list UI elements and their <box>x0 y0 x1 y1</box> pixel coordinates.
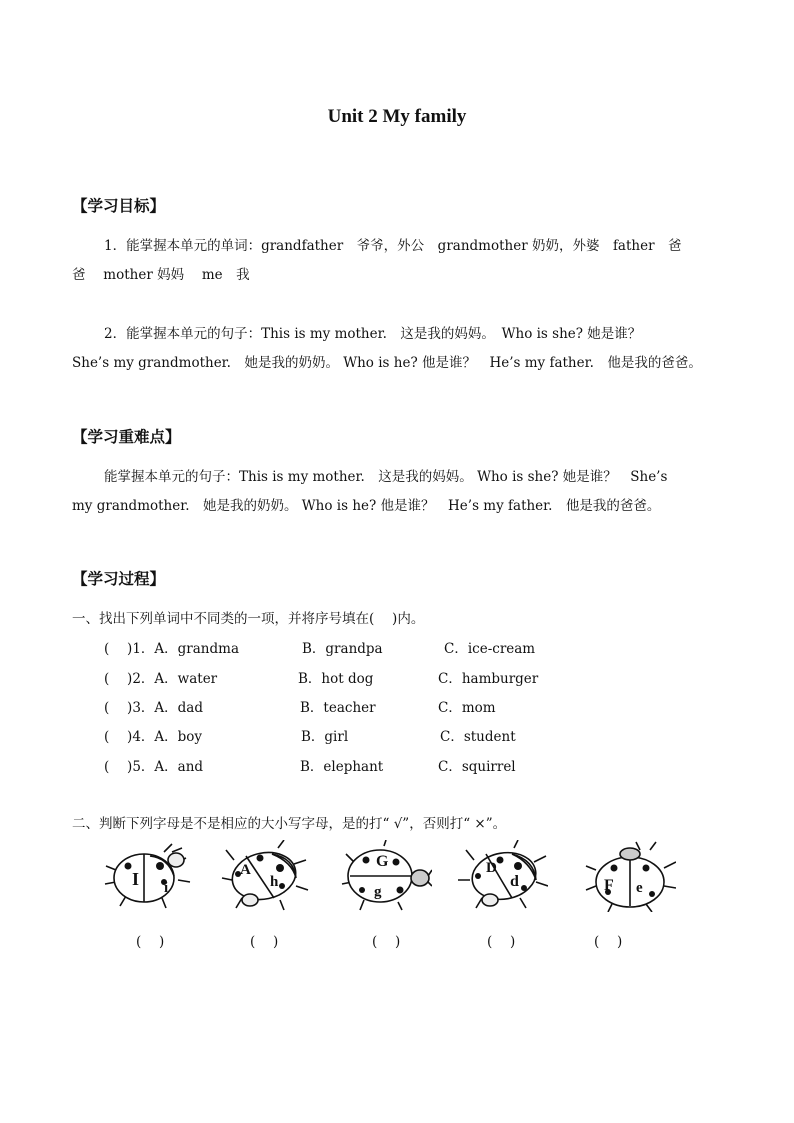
q1-row <box>0 667 794 687</box>
answer-blank[interactable]: ( ) <box>136 934 165 950</box>
q1-instruction: 一、找出下列单词中不同类的一项，并将序号填在( )内。 <box>72 611 425 627</box>
q1-row-option-c: C．mom <box>438 700 496 716</box>
objectives-item1-line1: 1．能掌握本单元的单词：grandfather 爷爷，外公 grandmother 奶奶，外婆 father 爸 <box>104 238 682 254</box>
ladybug-illustration <box>218 840 310 912</box>
objectives-item2-line1: 2．能掌握本单元的句子：This is my mother. 这是我的妈妈。 Who is she? 她是谁？ <box>104 326 642 342</box>
q1-row-option-c: C．squirrel <box>438 759 516 775</box>
q1-row <box>0 755 794 775</box>
ladybug-illustration <box>456 840 548 912</box>
ladybug-upper-letter: D <box>486 860 497 876</box>
q1-row-option-a: ( )2．A．water <box>104 671 218 687</box>
ladybug-illustration <box>340 840 432 912</box>
ladybug-upper-letter: I <box>132 869 140 889</box>
process-heading: 【学习过程】 <box>72 569 166 588</box>
key-points-line2: my grandmother. 她是我的奶奶。 Who is he? 他是谁？ He’s my father. 他是我的爸爸。 <box>72 498 661 514</box>
answer-blank[interactable]: ( ) <box>372 934 401 950</box>
ladybug-lower-letter: d <box>510 873 519 890</box>
ladybug-lower-letter: e <box>636 880 643 896</box>
q1-row-option-a: ( )4．A．boy <box>104 729 203 745</box>
q1-row-option-b: B．hot dog <box>298 671 374 687</box>
ladybug-lower-letter: i <box>164 880 169 896</box>
q1-row-option-c: C．student <box>440 729 516 745</box>
q1-row-option-a: ( )5．A．and <box>104 759 204 775</box>
answer-blank[interactable]: ( ) <box>487 934 516 950</box>
key-points-heading: 【学习重难点】 <box>72 427 181 446</box>
q1-row-option-a: ( )1．A．grandma <box>104 641 239 657</box>
ladybug-upper-letter: F <box>604 877 614 894</box>
q1-row <box>0 696 794 716</box>
objectives-item2-line2: She’s my grandmother. 她是我的奶奶。 Who is he? 他是谁？ He’s my father. 他是我的爸爸。 <box>72 355 702 371</box>
q1-row-option-c: C．hamburger <box>438 671 539 687</box>
q2-instruction: 二、判断下列字母是不是相应的大小写字母，是的打“ √”，否则打“ ×”。 <box>72 816 507 832</box>
q1-row-option-c: C．ice-cream <box>444 641 536 657</box>
ladybug-upper-letter: A <box>240 862 251 878</box>
page-title: Unit 2 My family <box>327 106 467 127</box>
ladybug-illustration <box>584 840 676 912</box>
answer-blank[interactable]: ( ) <box>594 934 623 950</box>
q1-row-option-b: B．elephant <box>300 759 384 775</box>
objectives-item1-line2: 爸 mother 妈妈 me 我 <box>72 267 250 283</box>
ladybug-illustration <box>102 840 194 912</box>
q1-row-option-b: B．grandpa <box>302 641 383 657</box>
q1-row <box>0 725 794 745</box>
ladybug-lower-letter: g <box>374 884 382 900</box>
objectives-heading: 【学习目标】 <box>72 196 166 215</box>
key-points-line1: 能掌握本单元的句子：This is my mother. 这是我的妈妈。 Who is she? 她是谁？ She’s <box>104 469 668 485</box>
q1-row-option-b: B．teacher <box>300 700 376 716</box>
q1-row-option-b: B．girl <box>301 729 349 745</box>
ladybug-upper-letter: G <box>376 853 389 870</box>
q1-row-option-a: ( )3．A．dad <box>104 700 203 716</box>
answer-blank[interactable]: ( ) <box>250 934 279 950</box>
q1-row <box>0 637 794 657</box>
ladybug-lower-letter: h <box>270 874 279 890</box>
